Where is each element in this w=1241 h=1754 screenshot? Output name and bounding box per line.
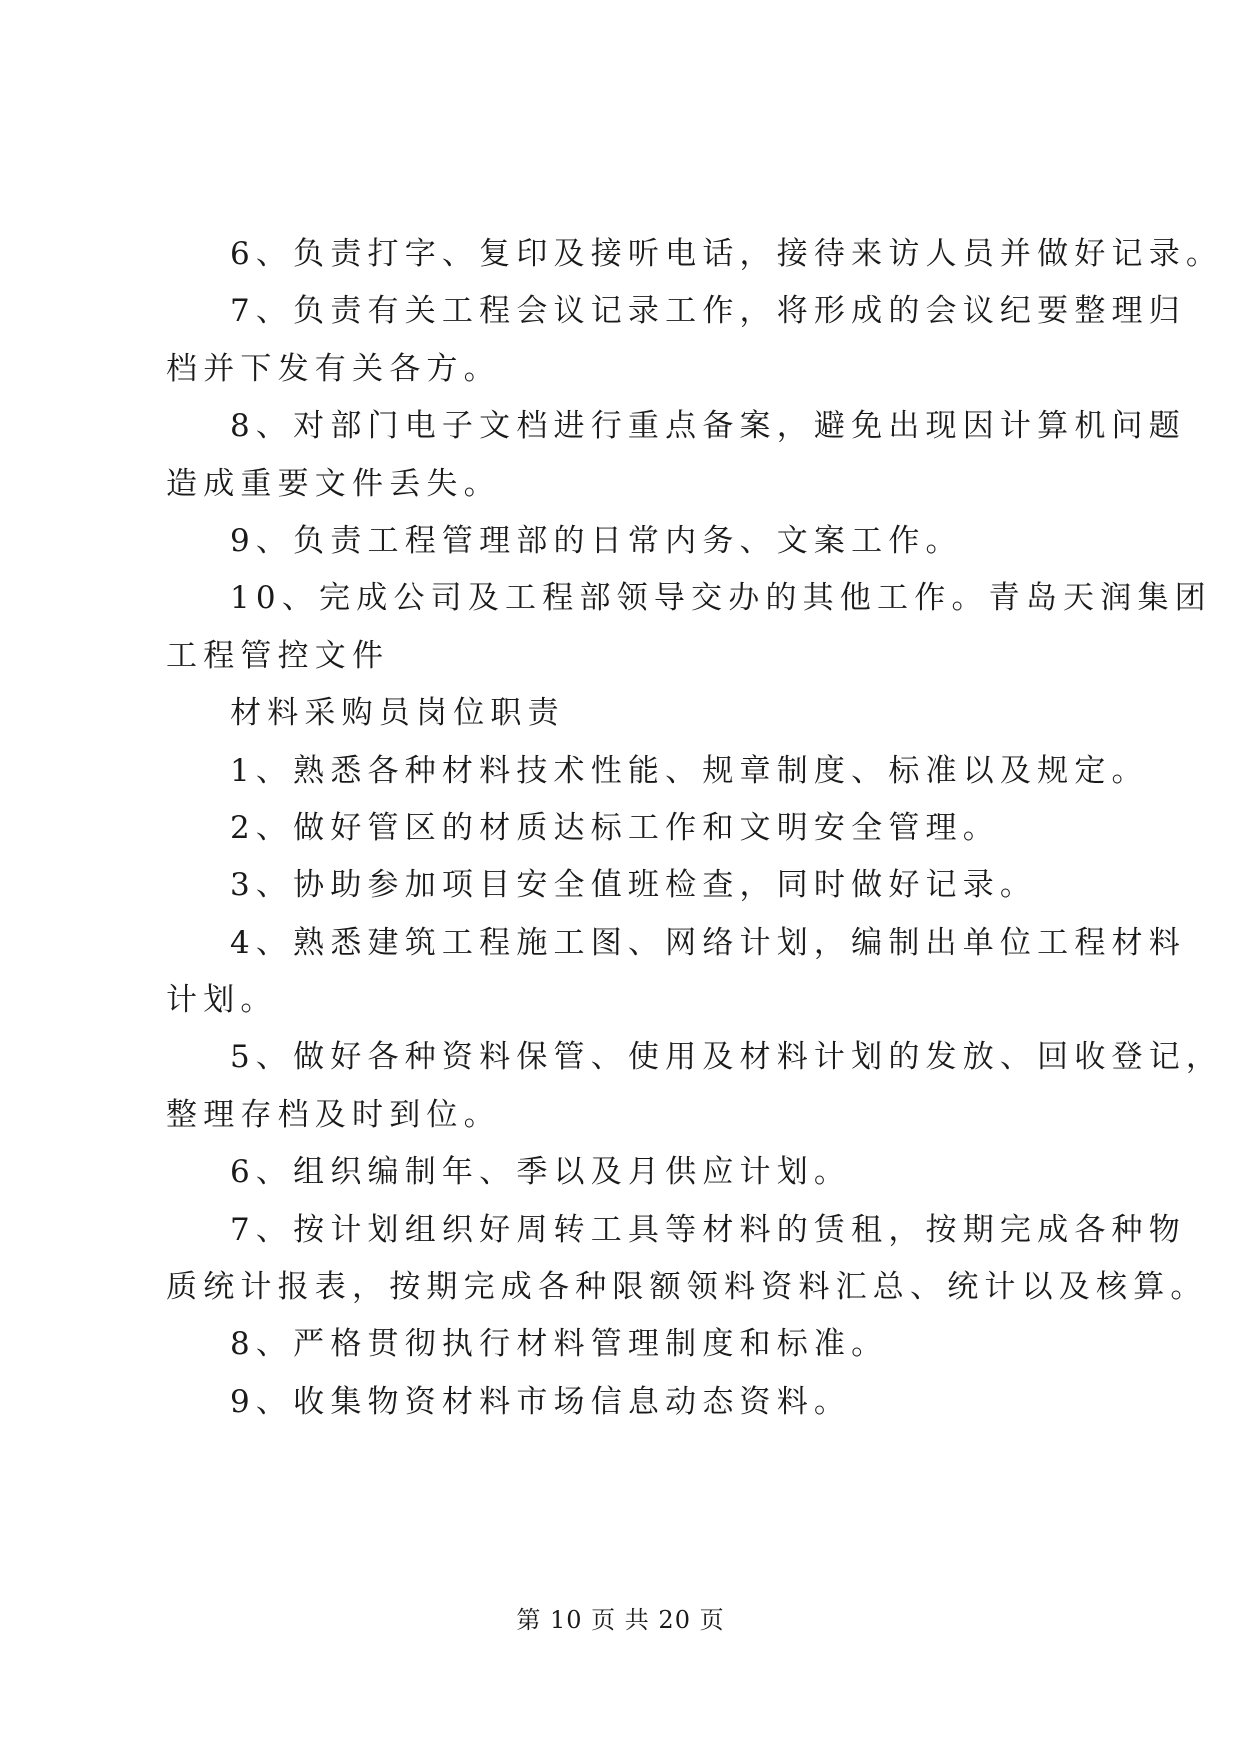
document-body	[166, 226, 1224, 1431]
text-line: 9、收集物资材料市场信息动态资料。	[230, 1383, 852, 1420]
text-line: 2、做好管区的材质达标工作和文明安全管理。	[230, 809, 1000, 846]
text-line: 工程管控文件	[166, 637, 390, 674]
text-line: 整理存档及时到位。	[166, 1096, 501, 1133]
text-line: 档并下发有关各方。	[166, 350, 501, 387]
text-line: 6、组织编制年、季以及月供应计划。	[230, 1154, 852, 1191]
text-line: 10、完成公司及工程部领导交办的其他工作。青岛天润集团	[230, 580, 1212, 617]
text-line: 7、负责有关工程会议记录工作，将形成的会议纪要整理归	[230, 293, 1186, 330]
text-line: 造成重要文件丢失。	[166, 465, 501, 502]
text-line: 8、严格贯彻执行材料管理制度和标准。	[230, 1326, 889, 1363]
text-line: 6、负责打字、复印及接听电话，接待来访人员并做好记录。	[230, 236, 1224, 272]
page-number-footer: 第 10 页 共 20 页	[516, 1606, 725, 1634]
text-line: 质统计报表，按期完成各种限额领料资料汇总、统计以及核算。	[166, 1269, 1208, 1306]
text-line: 5、做好各种资料保管、使用及材料计划的发放、回收登记，	[230, 1039, 1224, 1076]
text-line: 1、熟悉各种材料技术性能、规章制度、标准以及规定。	[230, 752, 1149, 789]
text-line: 7、按计划组织好周转工具等材料的赁租，按期完成各种物	[230, 1211, 1186, 1248]
text-line: 4、熟悉建筑工程施工图、网络计划，编制出单位工程材料	[230, 924, 1186, 961]
text-line: 计划。	[166, 982, 278, 1019]
text-line: 材料采购员岗位职责	[230, 695, 565, 732]
text-line: 8、对部门电子文档进行重点备案，避免出现因计算机问题	[230, 408, 1186, 445]
text-line: 9、负责工程管理部的日常内务、文案工作。	[230, 522, 963, 559]
text-line: 3、协助参加项目安全值班检查，同时做好记录。	[230, 867, 1038, 904]
